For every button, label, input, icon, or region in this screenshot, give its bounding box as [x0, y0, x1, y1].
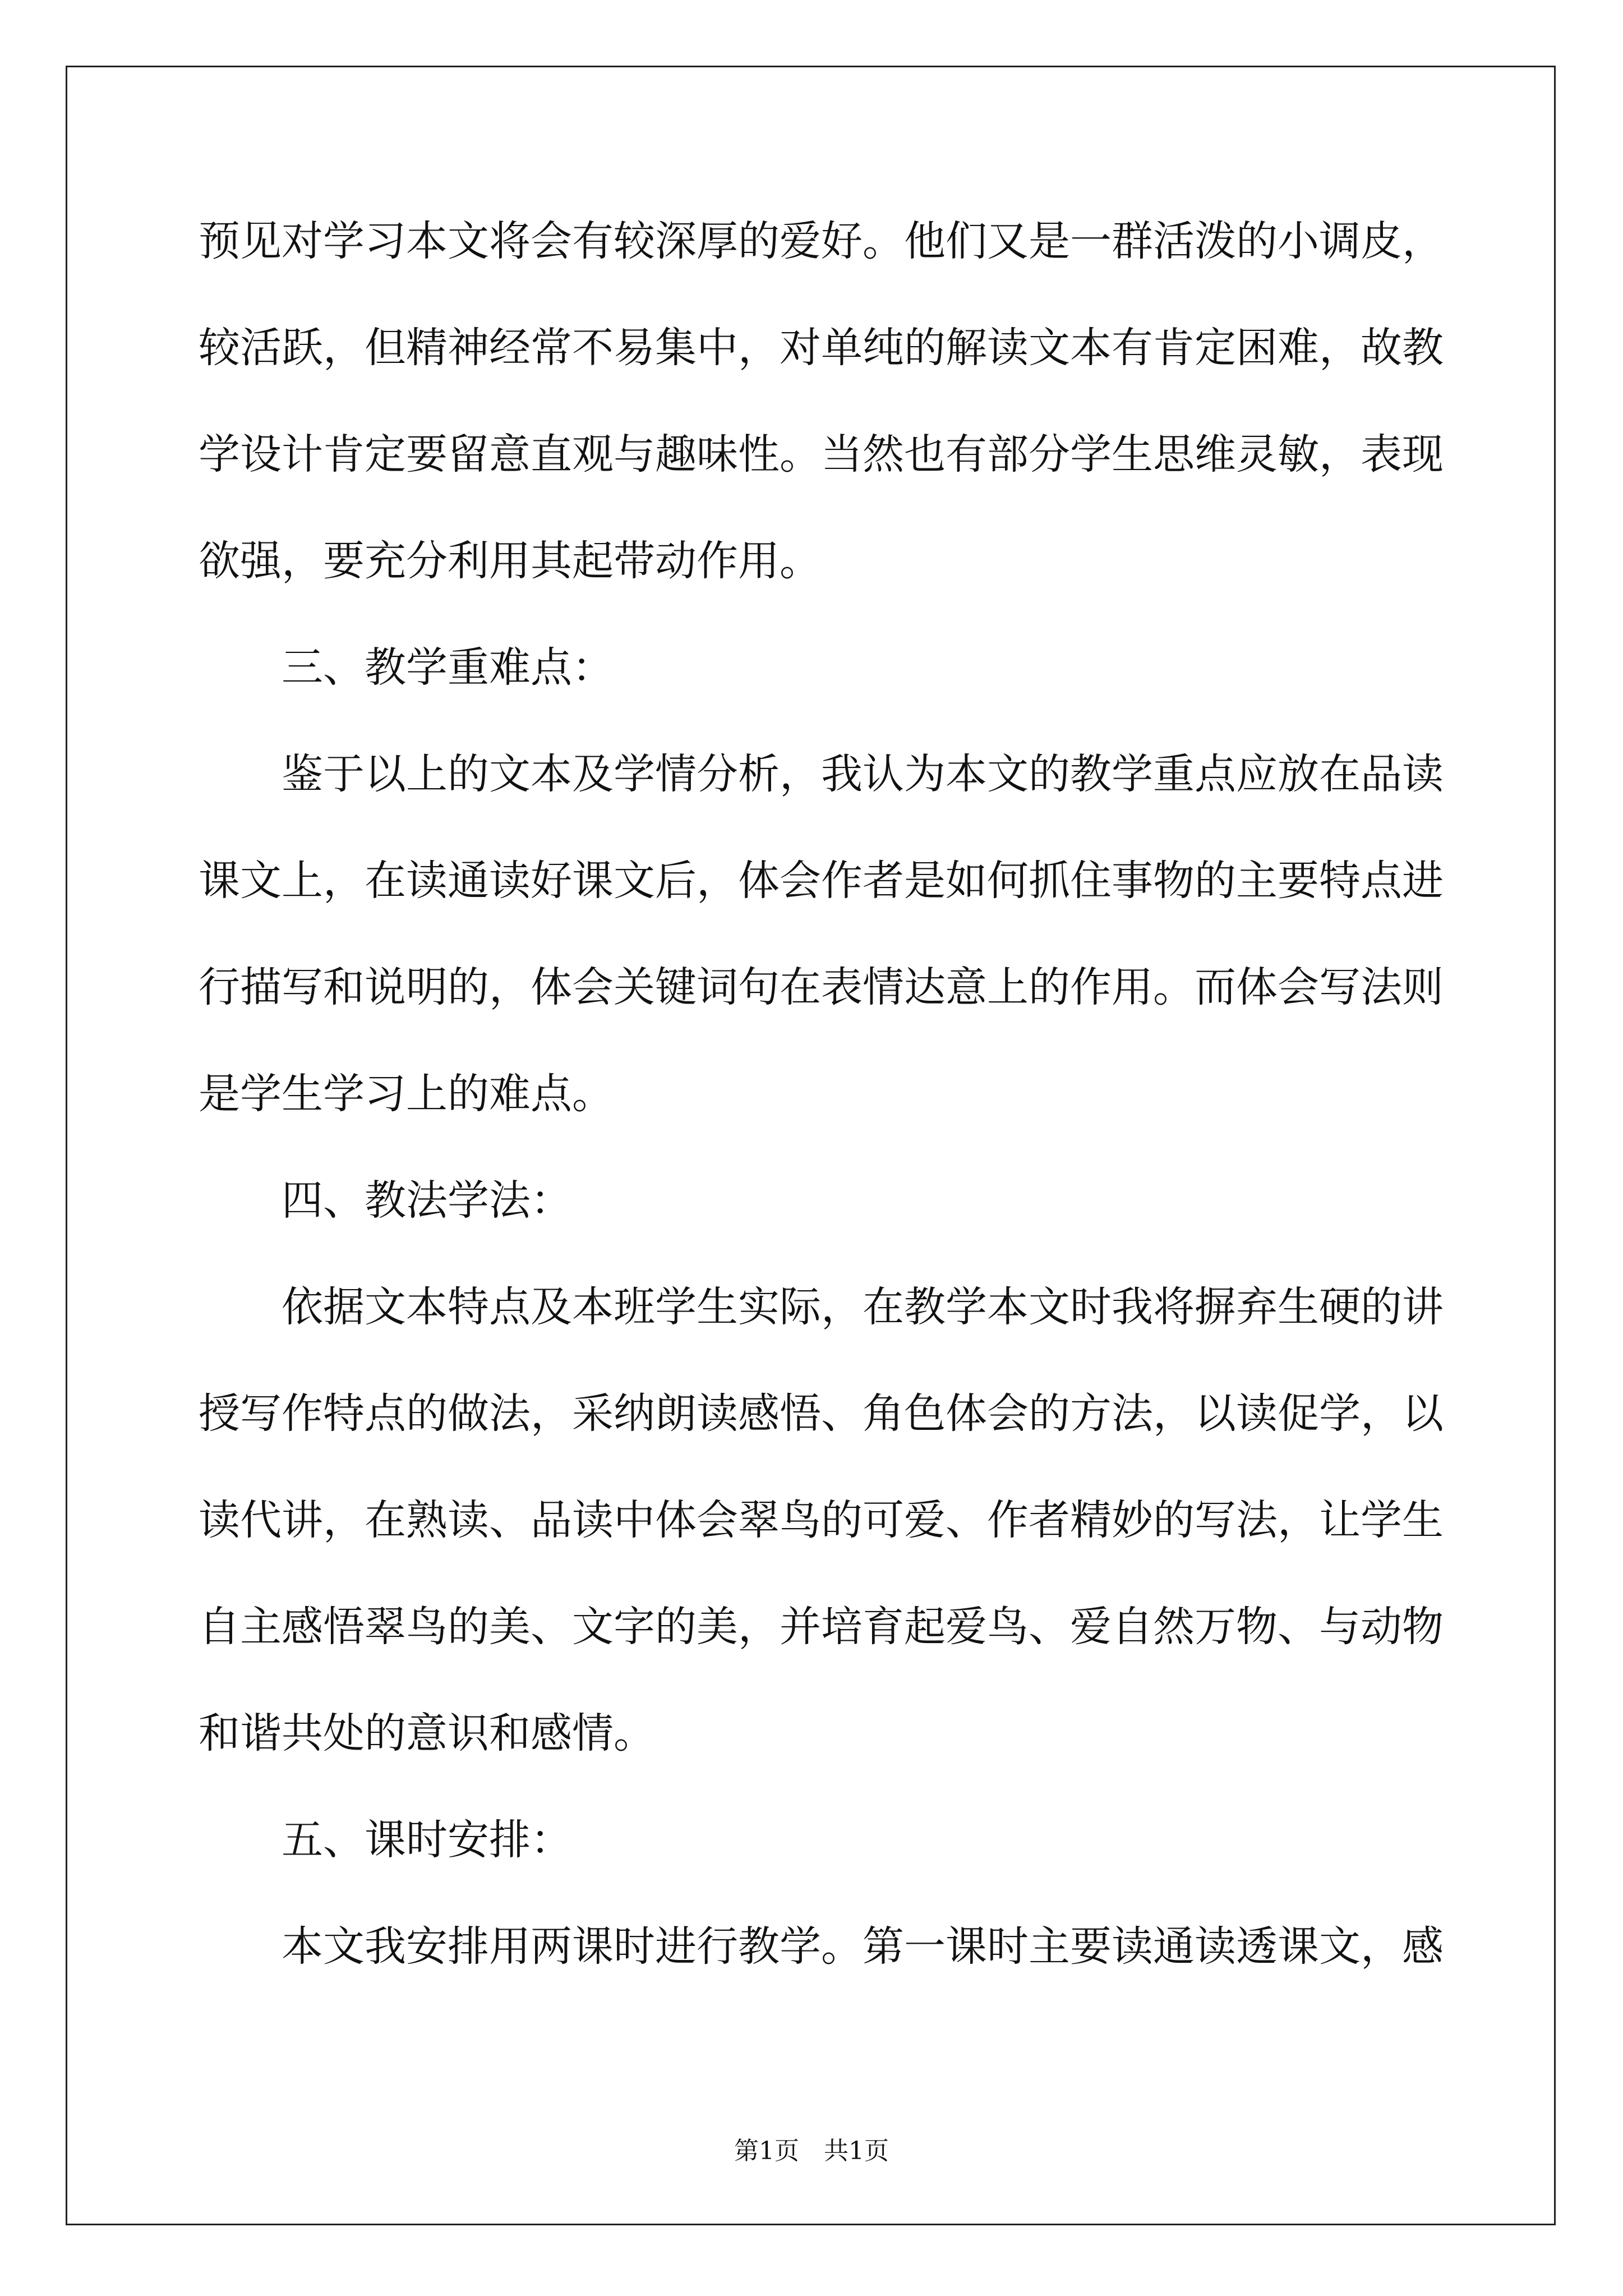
text-line: 鉴于以上的文本及学情分析，我认为本文的教学重点应放在品读: [282, 750, 1444, 798]
text-line: 是学生学习上的难点。: [199, 1070, 614, 1118]
text-line: 预见对学习本文将会有较深厚的爱好。他们又是一群活泼的小调皮，: [199, 217, 1444, 265]
section-heading: 四、教法学法：: [282, 1176, 572, 1225]
text-line: 本文我安排用两课时进行教学。第一课时主要读通读透课文，感: [282, 1922, 1444, 1971]
text-line: 依据文本特点及本班学生实际，在教学本文时我将摒弃生硬的讲: [282, 1283, 1444, 1331]
text-line: 授写作特点的做法，采纳朗读感悟、角色体会的方法，以读促学，以: [199, 1389, 1444, 1438]
section-heading: 三、教学重难点：: [282, 643, 614, 692]
section-heading: 五、课时安排：: [282, 1816, 572, 1864]
text-line: 自主感悟翠鸟的美、文字的美，并培育起爱鸟、爱自然万物、与动物: [199, 1603, 1444, 1651]
text-line: 行描写和说明的，体会关键词句在表情达意上的作用。而体会写法则: [199, 963, 1444, 1011]
text-line: 课文上，在读通读好课文后，体会作者是如何抓住事物的主要特点进: [199, 857, 1444, 905]
text-line: 较活跃，但精神经常不易集中，对单纯的解读文本有肯定困难，故教: [199, 324, 1444, 372]
page-number-footer: 第1页 共1页: [734, 2137, 889, 2165]
text-line: 欲强，要充分利用其起带动作用。: [199, 537, 821, 585]
text-line: 读代讲，在熟读、品读中体会翠鸟的可爱、作者精妙的写法，让学生: [199, 1496, 1444, 1544]
text-line: 学设计肯定要留意直观与趣味性。当然也有部分学生思维灵敏，表现: [199, 430, 1444, 478]
page-border: [66, 66, 1556, 2225]
text-line: 和谐共处的意识和感情。: [199, 1709, 655, 1757]
